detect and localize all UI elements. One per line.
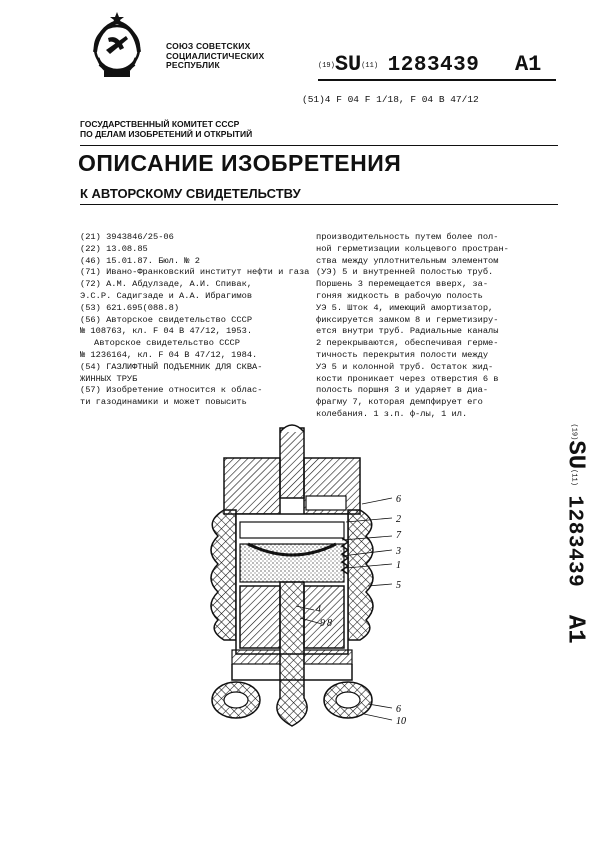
- bibliographic-data: [80, 232, 310, 409]
- abstract-line: Поршень 3 перемещается вверх, за-: [316, 279, 489, 290]
- biblio-line: (22) 13.08.85: [80, 243, 148, 254]
- abstract-line: кости проникает через отверстия 6 в: [316, 373, 499, 384]
- ussr-emblem: [78, 8, 156, 90]
- abstract-line: ной герметизации кольцевого простран-: [316, 243, 509, 254]
- org-line: СОЦИАЛИСТИЧЕСКИХ: [166, 50, 265, 61]
- label-6-top: 6: [396, 494, 401, 505]
- biblio-line: (46) 15.01.87. Бюл. № 2: [80, 255, 200, 266]
- patent-number: [318, 52, 541, 77]
- biblio-line: № 1236164, кл. F 04 B 47/12, 1984.: [80, 349, 258, 360]
- org-line: СОЮЗ СОВЕТСКИХ: [166, 41, 251, 51]
- label-9: 9: [320, 618, 325, 629]
- side-prefix-19: (19): [569, 423, 578, 441]
- label-2: 2: [396, 514, 401, 525]
- divider: [80, 145, 558, 146]
- patent-prefix-11: (11): [361, 61, 379, 70]
- abstract-line: ется внутри труб. Радиальные каналы: [316, 326, 499, 337]
- abstract-line: полость поршня 3 и ударяет в диа-: [316, 385, 489, 396]
- side-patent-number: [560, 420, 590, 690]
- patent-country: SU: [334, 52, 362, 77]
- label-10: 10: [396, 716, 406, 727]
- abstract-line: фрагму 7, которая демпфирует его: [316, 397, 483, 408]
- patent-number-underline: [318, 79, 556, 81]
- biblio-line: (21) 3943846/25-06: [80, 232, 174, 242]
- biblio-line: (57) Изобретение относится к облас-: [80, 385, 263, 396]
- classification: (51)4 F 04 F 1/18, F 04 B 47/12: [302, 94, 479, 105]
- abstract-line: фиксируется замком 8 и герметизиру-: [316, 314, 499, 325]
- abstract-line: 2 перекрываются, обеспечивая герме-: [316, 338, 499, 349]
- abstract-line: УЭ 5 и колонной труб. Остаток жид-: [316, 361, 494, 372]
- biblio-line: Авторское свидетельство СССР: [94, 338, 240, 349]
- label-6-bottom: 6: [396, 704, 401, 715]
- label-4: 4: [316, 604, 321, 615]
- technical-drawing: [196, 418, 558, 748]
- biblio-line: (71) Ивано-Франковский институт нефти и газа: [80, 267, 310, 278]
- top-rod: [280, 425, 304, 498]
- org-name: [166, 42, 286, 71]
- side-number-value: 1283439: [562, 495, 586, 588]
- side-prefix-11: (11): [569, 469, 578, 486]
- label-3: 3: [396, 546, 401, 557]
- label-5: 5: [396, 580, 401, 591]
- biblio-line: (72) А.М. Абдулзаде, А.И. Спивак,: [80, 279, 253, 290]
- org-line: РЕСПУБЛИК: [166, 60, 220, 70]
- abstract-line: производительность путем более пол-: [316, 232, 499, 242]
- patent-prefix-19: (19): [318, 61, 335, 70]
- document-title: ОПИСАНИЕ ИЗОБРЕТЕНИЯ: [78, 150, 402, 176]
- biblio-line: ЖИННЫХ ТРУБ: [80, 373, 138, 384]
- side-country: SU: [561, 440, 589, 470]
- committee: [80, 119, 252, 139]
- side-kind: A1: [561, 614, 589, 644]
- label-1: 1: [396, 560, 401, 571]
- label-7: 7: [396, 530, 401, 541]
- biblio-line: (56) Авторское свидетельство СССР: [80, 314, 253, 325]
- abstract-line: (УЭ) 5 и внутренней полостью труб.: [316, 267, 494, 278]
- abstract-line: ства между уплотнительным элементом: [316, 255, 499, 266]
- biblio-line: № 108763, кл. F 04 B 47/12, 1953.: [80, 326, 253, 337]
- committee-line: ПО ДЕЛАМ ИЗОБРЕТЕНИЙ И ОТКРЫТИЙ: [80, 129, 253, 139]
- abstract-text: [316, 232, 550, 421]
- patent-kind: A1: [514, 52, 542, 77]
- abstract-line: гоняя жидкость в рабочую полость: [316, 290, 483, 301]
- stem: [277, 582, 307, 726]
- abstract-line: тичность перекрытия полости между: [316, 349, 489, 360]
- label-8: 8: [327, 618, 332, 629]
- divider: [80, 204, 558, 205]
- biblio-line: Э.С.Р. Садигзаде и А.А. Ибрагимов: [80, 290, 253, 301]
- piston: [240, 522, 344, 582]
- committee-line: ГОСУДАРСТВЕННЫЙ КОМИТЕТ СССР: [80, 119, 240, 129]
- abstract-line: колебания. 1 з.п. ф-лы, 1 ил.: [316, 408, 468, 419]
- biblio-line: ти газодинамики и может повысить: [80, 397, 247, 408]
- abstract-line: УЭ 5. Шток 4, имеющий амортизатор,: [316, 302, 494, 313]
- patent-number-value: 1283439: [387, 54, 480, 77]
- biblio-line: (54) ГАЗЛИФТНЫЙ ПОДЪЕМНИК ДЛЯ СКВА-: [80, 361, 263, 372]
- document-subtitle: К АВТОРСКОМУ СВИДЕТЕЛЬСТВУ: [80, 186, 301, 201]
- biblio-line: (53) 621.695(088.8): [80, 302, 180, 313]
